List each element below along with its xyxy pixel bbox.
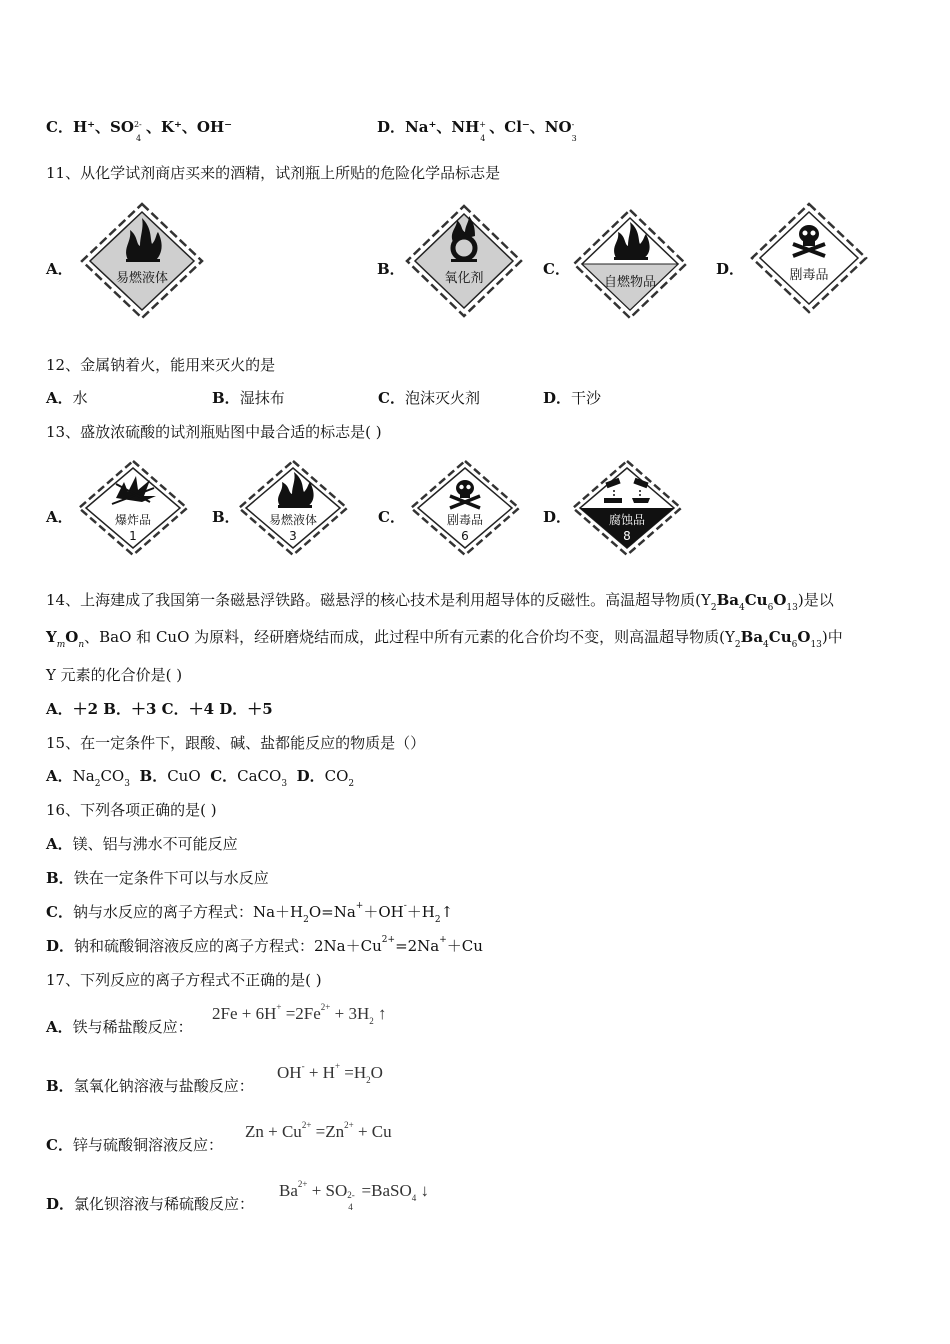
q16-c-sup: +: [355, 901, 364, 911]
q17-a-fsub: 2: [369, 1016, 374, 1026]
q14-l1-e: Cu: [744, 591, 768, 609]
q11-sign-a-text: 易燃液体: [115, 271, 169, 286]
q13-sign-a-num: 1: [129, 529, 137, 543]
q16-b-label: B．: [46, 869, 74, 887]
q16-c-sub: 2: [303, 915, 309, 925]
q17-d-fsub: 4: [348, 1202, 353, 1212]
q16-c-sup2: -: [403, 901, 407, 911]
q13-a-label: A．: [46, 508, 73, 526]
q10-d-text: Na⁺、NH: [405, 118, 480, 136]
q14-l1-i: )是以: [797, 591, 834, 609]
q17-b-fsup: -: [301, 1061, 305, 1071]
q14-l2-c: O: [65, 628, 79, 646]
q14-l1-c: Ba: [716, 591, 739, 609]
q14-options: A．＋2 B．＋3 C．＋4 D．＋5: [46, 700, 273, 718]
q17-b-f3: =H: [340, 1063, 367, 1082]
q17-a-f1: 2Fe + 6H: [212, 1004, 277, 1023]
q12-d-text: 干沙: [571, 389, 602, 407]
q17-option-d: [46, 1193, 254, 1214]
q11-sign-a: [78, 200, 206, 322]
q14-l2-j: 6: [791, 640, 798, 650]
q10-c-text: H⁺、SO: [72, 118, 134, 136]
q16-d-text: 钠和硫酸铜溶液反应的离子方程式：2Na＋Cu: [74, 937, 382, 955]
q15-a-text2: CO: [100, 767, 125, 785]
q13-sign-a: [76, 458, 190, 558]
q14-l2-h: 4: [763, 640, 769, 650]
q16-option-d: [46, 935, 483, 956]
q13-d-label: D．: [543, 508, 572, 526]
q12-a-text: 水: [72, 389, 88, 407]
q11-sign-d: [748, 200, 870, 316]
q17-c-label: C．: [46, 1136, 73, 1154]
q17-d-f3: =BaSO: [357, 1181, 412, 1200]
q11-sign-b: [403, 202, 525, 320]
q11-b-label: B．: [377, 260, 405, 278]
q13-sign-b-num: 3: [289, 529, 297, 543]
q16-a-text: 镁、铝与沸水不可能反应: [72, 835, 238, 853]
q17-d-f1: Ba: [279, 1181, 298, 1200]
q16-d-sup2: +: [439, 935, 447, 945]
q15-stem: 15、在一定条件下，跟酸、碱、盐都能反应的物质是（）: [46, 734, 426, 752]
q14-l2-g: Ba: [740, 628, 764, 646]
q13-sign-d-text: 腐蚀品: [608, 513, 646, 527]
q16-c-label: C．: [46, 903, 73, 921]
q16-stem: 16、下列各项正确的是( ): [46, 801, 217, 819]
q14-l1-d: 4: [739, 603, 745, 613]
q16-d-label: D．: [46, 937, 75, 955]
q17-b-fsup2: +: [334, 1061, 341, 1071]
q17-d-label: D．: [46, 1195, 75, 1213]
q12-b-label: B．: [212, 389, 240, 407]
q15-b-label: B．: [139, 767, 168, 785]
q12-option-d: [543, 387, 601, 408]
q14-l2-m: )中: [821, 628, 843, 646]
q16-option-c: [46, 901, 454, 925]
q14-l2-a: Y: [46, 628, 57, 646]
q17-d-f2: + SO: [307, 1181, 348, 1200]
q16-c-text3: ＋OH: [363, 903, 404, 921]
q17-c-fsup2: 2+: [344, 1120, 354, 1130]
q15-c-sub: 3: [281, 779, 288, 789]
q12-option-c: [378, 387, 480, 408]
q15-d-sub: 2: [348, 779, 355, 789]
q14-l2-k: O: [797, 628, 811, 646]
q16-a-label: A．: [46, 835, 73, 853]
q17-c-f1: Zn + Cu: [245, 1122, 302, 1141]
q17-option-c: [46, 1134, 223, 1155]
q13-c-label: C．: [378, 508, 405, 526]
q16-d-text3: ＋Cu: [446, 937, 483, 955]
q13-sign-c-text: 剧毒品: [446, 513, 484, 527]
q11-d-label: D．: [716, 260, 745, 278]
q13-sign-d-num: 8: [623, 529, 631, 543]
q16-d-text2: =2Na: [395, 937, 440, 955]
q11-a-label: A．: [46, 260, 73, 278]
q14-line3: Y 元素的化合价是( ): [46, 666, 183, 684]
q10-c-sup: 2-: [133, 120, 142, 129]
q14-l2-l: 13: [810, 640, 822, 650]
q15-a-sub2: 3: [124, 779, 130, 789]
q13-sign-a-text: 爆炸品: [114, 513, 152, 527]
q14-l2-d: n: [78, 640, 85, 650]
q16-c-text4: ＋H: [406, 903, 435, 921]
q17-c-formula: [245, 1122, 392, 1142]
q16-b-text: 铁在一定条件下可以与水反应: [73, 869, 269, 887]
q14-line1: [46, 589, 834, 613]
q17-c-f2: =Zn: [311, 1122, 345, 1141]
q13-sign-d: [570, 458, 684, 558]
q16-option-a: [46, 833, 238, 854]
q10-c-tail: 、K⁺、OH⁻: [145, 118, 233, 136]
q17-option-a: [46, 1016, 193, 1037]
q10-d-sup2: -: [571, 120, 575, 129]
q17-b-f2: + H: [304, 1063, 335, 1082]
q10-option-d: [377, 116, 580, 143]
q17-b-text: 氢氧化钠溶液与盐酸反应：: [73, 1077, 254, 1095]
q14-l1-b: 2: [710, 603, 717, 613]
q16-c-text: 钠与水反应的离子方程式：Na＋H: [72, 903, 304, 921]
q15-c-text: CaCO: [237, 767, 282, 785]
q15-c-label: C．: [210, 767, 238, 785]
q11-sign-b-text: 氧化剂: [444, 271, 484, 286]
q12-b-text: 湿抹布: [239, 389, 285, 407]
q10-d-sub: 4: [480, 134, 486, 143]
q15-d-label: D．: [296, 767, 325, 785]
q11-sign-c: [570, 206, 690, 322]
q17-b-formula: [277, 1063, 383, 1083]
q14-l1-a: 14、上海建成了我国第一条磁悬浮铁路。磁悬浮的核心技术是利用超导体的反磁性。高温超导物质(Y: [46, 591, 711, 609]
q17-b-f4: O: [370, 1063, 383, 1082]
q10-c-sub: 4: [135, 134, 142, 143]
q12-c-text: 泡沫灭火剂: [404, 389, 480, 407]
q12-stem: 12、金属钠着火，能用来灭火的是: [46, 356, 276, 374]
q11-sign-c-text: 自燃物品: [603, 275, 657, 290]
q14-l2-e: 、BaO 和 CuO 为原料，经研磨烧结而成，此过程中所有元素的化合价均不变，则高温超导物质(Y: [84, 628, 735, 646]
q16-c-text5: ↑: [440, 903, 454, 921]
q11-sign-d-text: 剧毒品: [789, 268, 829, 283]
q16-option-b: [46, 867, 269, 888]
q17-a-formula: [212, 1004, 387, 1024]
q13-sign-b-text: 易燃液体: [268, 513, 318, 527]
q17-a-f3: + 3H: [330, 1004, 370, 1023]
q17-d-formula: [279, 1179, 429, 1212]
q15-a-label: A．: [46, 767, 73, 785]
q17-a-f4: ↑: [373, 1004, 387, 1023]
q17-a-label: A．: [46, 1018, 73, 1036]
q10-d-label: D．: [377, 118, 406, 136]
q14-l2-i: Cu: [768, 628, 792, 646]
q17-option-b: [46, 1075, 254, 1096]
q10-d-mid: 、Cl⁻、NO: [489, 118, 572, 136]
q17-b-f1: OH: [277, 1063, 302, 1082]
q12-a-label: A．: [46, 389, 73, 407]
q13-stem: 13、盛放浓硫酸的试剂瓶贴图中最合适的标志是( ): [46, 423, 382, 441]
q15-d-text: CO: [324, 767, 349, 785]
q12-c-label: C．: [378, 389, 405, 407]
q10-d-sub2: 3: [571, 134, 577, 143]
q17-d-f4: ↓: [416, 1181, 429, 1200]
q14-l1-h: 13: [786, 603, 798, 613]
q10-c-label: C．: [46, 118, 73, 136]
q13-sign-b: [236, 458, 350, 558]
q15-a-text: Na: [72, 767, 95, 785]
q17-c-text: 锌与硫酸铜溶液反应：: [72, 1136, 223, 1154]
q16-c-text2: O=Na: [308, 903, 356, 921]
q17-a-fsup: +: [276, 1002, 282, 1012]
q12-option-a: [46, 387, 88, 408]
q15-options: [46, 765, 355, 789]
q17-b-label: B．: [46, 1077, 74, 1095]
q11-stem: 11、从化学试剂商店买来的酒精，试剂瓶上所贴的危险化学品标志是: [46, 164, 501, 182]
q17-d-fsup: 2+: [297, 1179, 308, 1189]
q17-d-fsup2: 2-: [347, 1190, 355, 1200]
q16-c-sub2: 2: [434, 915, 441, 925]
q14-l1-f: 6: [767, 603, 774, 613]
q17-c-fsup: 2+: [301, 1120, 312, 1130]
q12-d-label: D．: [543, 389, 572, 407]
q15-b-text: CuO: [167, 767, 201, 785]
q14-line2: [46, 626, 843, 650]
q14-l1-g: O: [773, 591, 787, 609]
q10-option-c: [46, 116, 233, 143]
q15-a-sub: 2: [94, 779, 101, 789]
q17-stem: 17、下列反应的离子方程式不正确的是( ): [46, 971, 322, 989]
q11-c-label: C．: [543, 260, 570, 278]
q17-a-fsup2: 2+: [320, 1002, 331, 1012]
q13-b-label: B．: [212, 508, 240, 526]
q13-sign-c-num: 6: [461, 529, 469, 543]
q14-l2-b: m: [56, 640, 66, 650]
q12-option-b: [212, 387, 285, 408]
q17-a-f2: =2Fe: [281, 1004, 321, 1023]
q17-c-f3: + Cu: [353, 1122, 392, 1141]
q17-b-fsub: 2: [366, 1075, 371, 1085]
q14-l2-f: 2: [734, 640, 741, 650]
q17-a-text: 铁与稀盐酸反应：: [72, 1018, 193, 1036]
q17-d-text: 氯化钡溶液与稀硫酸反应：: [74, 1195, 255, 1213]
q10-d-sup: +: [479, 120, 486, 129]
q13-sign-c: [408, 458, 522, 558]
q16-d-sup: 2+: [381, 935, 396, 945]
q17-d-fsub2: 4: [411, 1193, 417, 1203]
